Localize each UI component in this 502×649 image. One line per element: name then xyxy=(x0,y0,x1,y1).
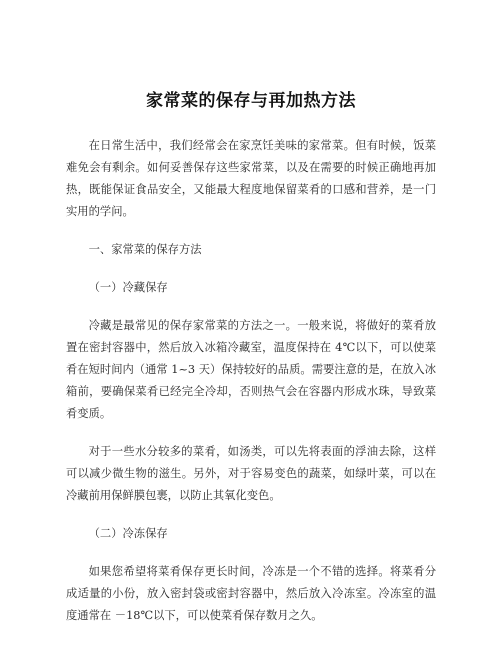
freezing-paragraph-1: 如果您希望将菜肴保存更长时间，冷冻是一个不错的选择。将菜肴分成适量的小份，放入密封袋或密封容器中，然后放入冷冻室。冷冻室的温度通常在 －18℃以下，可以使菜肴保存数月之久。 xyxy=(66,565,436,622)
document-title: 家常菜的保存与再加热方法 xyxy=(146,91,356,111)
refrigeration-paragraph-1: 冷藏是最常见的保存家常菜的方法之一。一般来说，将做好的菜肴放置在密封容器中，然后放入冰箱冷藏室，温度保持在 4℃以下，可以使菜肴在短时间内（通常 1~3 天）保持较好的品质。需要注意的是，在放入冰箱前，要确保菜肴已经完全冷却，否则热气会在容器内形成水珠，导致菜肴变质。 xyxy=(66,319,436,420)
intro-paragraph: 在日常生活中，我们经常会在家烹饪美味的家常菜。但有时候，饭菜难免会有剩余。如何妥善保存这些家常菜，以及在需要的时候正确地再加热，既能保证食品安全，又能最大程度地保留菜肴的口感和营养，是一门实用的学问。 xyxy=(66,139,436,218)
section-heading-storage-methods: 一、家常菜的保存方法 xyxy=(88,243,202,256)
subsection-heading-freezing: （二）冷冻保存 xyxy=(88,527,168,540)
subsection-heading-refrigeration: （一）冷藏保存 xyxy=(88,281,168,294)
refrigeration-paragraph-2: 对于一些水分较多的菜肴，如汤类，可以先将表面的浮油去除，这样可以减少微生物的滋生。另外，对于容易变色的蔬菜，如绿叶菜，可以在冷藏前用保鲜膜包裹，以防止其氧化变色。 xyxy=(66,445,436,502)
